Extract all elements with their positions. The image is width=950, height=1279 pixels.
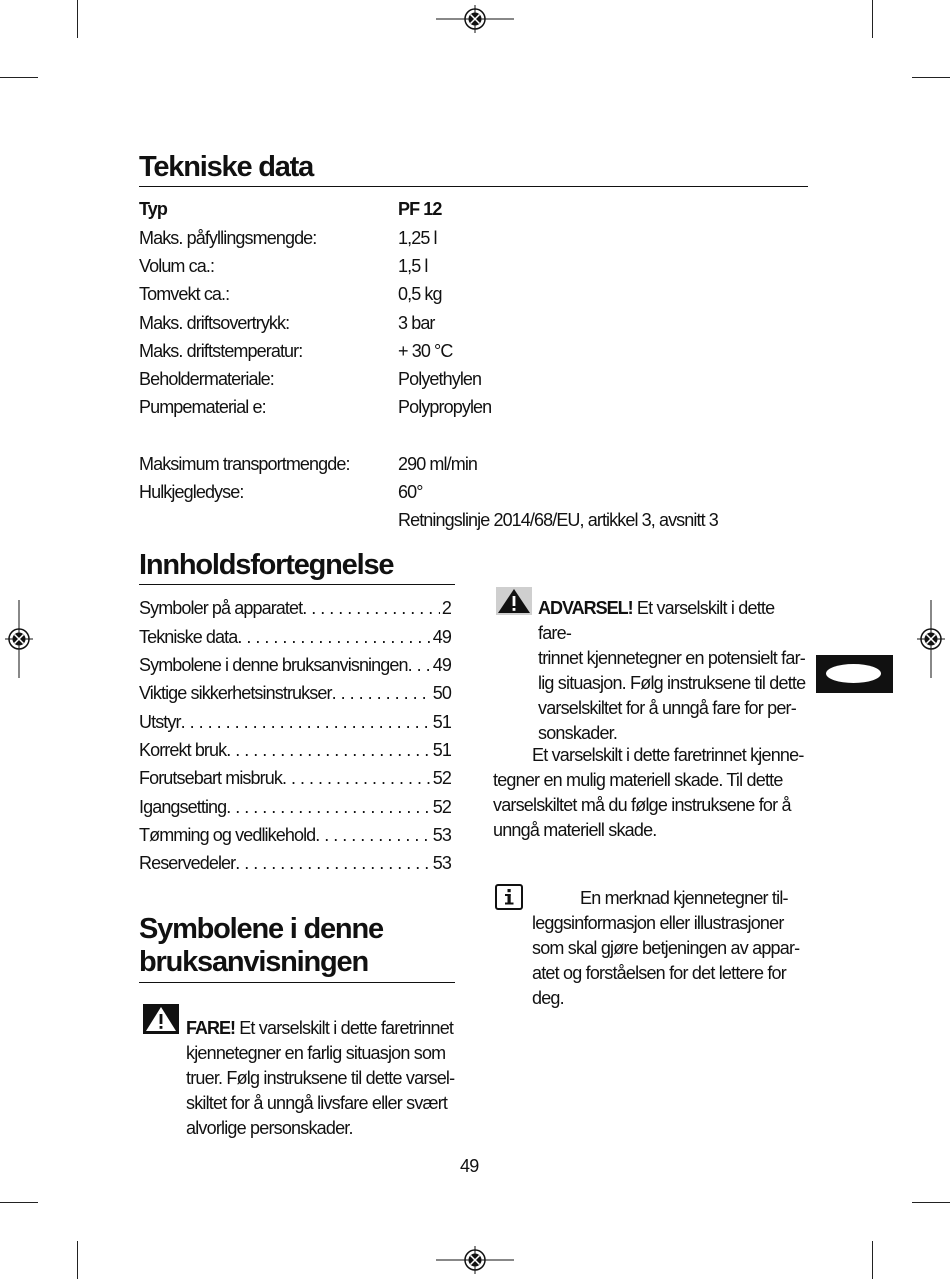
crop-mark [872, 1241, 873, 1279]
toc-item-title: Igangsetting [139, 797, 227, 817]
spec-label: Maks. driftstemperatur: [139, 341, 303, 361]
crop-mark [77, 0, 78, 38]
note-line: atet og forståelsen for det lettere for [532, 963, 786, 983]
toc-item-page: 53 [432, 825, 451, 845]
toc-leader [235, 853, 431, 881]
toc-leader [237, 627, 430, 655]
toc-item[interactable] [139, 655, 451, 683]
tech-title: Tekniske data [139, 151, 314, 183]
note-text [532, 886, 812, 1011]
spec-label: Hulkjegledyse: [139, 482, 244, 502]
spec-label: Pumpematerial e: [139, 397, 266, 417]
caution-line: Et varselskilt i dette faretrinnet kjenne- [532, 745, 804, 765]
toc-item-title: Viktige sikkerhetsinstrukser [139, 683, 332, 703]
toc-item-page: 51 [432, 712, 451, 732]
toc-item-title: Korrekt bruk [139, 740, 227, 760]
fare-line: skiltet for å unngå livsfare eller svært [186, 1093, 448, 1113]
toc-item[interactable] [139, 683, 451, 711]
fare-keyword: FARE! [186, 1018, 235, 1038]
toc-leader [408, 655, 431, 683]
advarsel-text [538, 596, 808, 746]
toc-item[interactable] [139, 797, 451, 825]
spec-row [139, 341, 799, 369]
crop-mark [912, 1202, 950, 1203]
advarsel-line: trinnet kjennetegner en potensielt far- [538, 648, 805, 668]
toc-item-title: Forutsebart misbruk [139, 768, 282, 788]
advarsel-line: lig situasjon. Følg instruksene til dette [538, 673, 806, 693]
spec-row [139, 482, 799, 510]
page-number: 49 [460, 1156, 479, 1176]
spec-row [139, 284, 799, 312]
spec-label: Tomvekt ca.: [139, 284, 230, 304]
toc-item-title: Symbolene i denne bruksanvisningen [139, 655, 408, 675]
spec-value: Retningslinje 2014/68/EU, artikkel 3, avsnitt 3 [398, 510, 718, 530]
toc-item[interactable] [139, 712, 451, 740]
fare-line: alvorlige personskader. [186, 1118, 353, 1138]
tech-title-rule [139, 186, 808, 187]
toc-item-page: 51 [432, 740, 451, 760]
caution-text [493, 743, 813, 843]
toc-item[interactable] [139, 627, 451, 655]
language-tab-marker [816, 655, 893, 693]
toc-item-page: 53 [432, 853, 451, 873]
registration-mark-icon [436, 1246, 514, 1274]
spec-value: + 30 °C [398, 341, 453, 361]
toc-item-title: Tekniske data [139, 627, 238, 647]
advarsel-line: Et varselskilt i dette fare- [538, 598, 775, 643]
toc-item-page: 49 [432, 655, 451, 675]
caution-line: varselskiltet må du følge instruksene for å [493, 795, 791, 815]
spec-row [139, 510, 799, 538]
caution-line: tegner en mulig materiell skade. Til dette [493, 770, 783, 790]
crop-mark [0, 77, 38, 78]
spec-row [139, 228, 799, 256]
toc-item-page: 52 [432, 768, 451, 788]
spec-value: Polyethylen [398, 369, 482, 389]
toc-item-page: 50 [432, 683, 451, 703]
info-icon [495, 884, 523, 910]
toc-leader [302, 598, 440, 626]
toc-leader [332, 683, 431, 711]
warning-icon [496, 587, 532, 615]
fare-text [186, 1016, 456, 1141]
toc-leader [181, 712, 431, 740]
spec-value: 3 bar [398, 313, 435, 333]
spec-label: Maks. påfyllingsmengde: [139, 228, 317, 248]
spec-value: PF 12 [398, 199, 442, 219]
crop-mark [77, 1241, 78, 1279]
symbols-title-line2: bruksanvisningen [139, 946, 368, 978]
registration-mark-icon [917, 600, 945, 678]
toc-item[interactable] [139, 825, 451, 853]
toc-item-page: 2 [441, 598, 451, 618]
toc-item-title: Symboler på apparatet [139, 598, 303, 618]
note-line: deg. [532, 988, 564, 1008]
spec-label: Typ [139, 199, 167, 219]
crop-mark [0, 1202, 38, 1203]
toc-item-title: Tømming og vedlikehold [139, 825, 316, 845]
toc-item-title: Utstyr [139, 712, 181, 732]
spec-row [139, 369, 799, 397]
toc-leader [226, 797, 430, 825]
advarsel-keyword: ADVARSEL! [538, 598, 633, 618]
toc-item-title: Reservedeler [139, 853, 236, 873]
spec-row [139, 313, 799, 341]
spec-row [139, 397, 799, 425]
toc-item[interactable] [139, 598, 451, 626]
toc-leader [282, 768, 431, 796]
note-line: En merknad kjennetegner til- [580, 888, 788, 908]
toc-item[interactable] [139, 768, 451, 796]
toc-title-rule [139, 584, 455, 585]
fare-line: kjennetegner en farlig situasjon som [186, 1043, 446, 1063]
symbols-title-line1: Symbolene i denne [139, 913, 383, 945]
toc-leader [226, 740, 431, 768]
spec-row [139, 256, 799, 284]
crop-mark [912, 77, 950, 78]
advarsel-line: varselskiltet for å unngå fare for per- [538, 698, 796, 718]
toc-item-page: 49 [432, 627, 451, 647]
spec-label: Beholdermateriale: [139, 369, 274, 389]
toc-item[interactable] [139, 853, 451, 881]
spec-value: 60° [398, 482, 423, 502]
note-line: leggsinformasjon eller illustrasjoner [532, 913, 784, 933]
danger-warning-icon [143, 1004, 179, 1034]
spec-row [139, 454, 799, 482]
spec-value: 0,5 kg [398, 284, 442, 304]
registration-mark-icon [436, 5, 514, 33]
symbols-title-rule [139, 982, 455, 983]
spec-value: 1,5 l [398, 256, 428, 276]
toc-title: Innholdsfortegnelse [139, 549, 394, 581]
spec-value: Polypropylen [398, 397, 492, 417]
spec-value: 1,25 l [398, 228, 437, 248]
fare-line: Et varselskilt i dette faretrinnet [239, 1018, 454, 1038]
spec-label: Maks. driftsovertrykk: [139, 313, 290, 333]
spec-value: 290 ml/min [398, 454, 478, 474]
toc-item-page: 52 [432, 797, 451, 817]
crop-mark [872, 0, 873, 38]
spec-label: Maksimum transportmengde: [139, 454, 350, 474]
toc-item[interactable] [139, 740, 451, 768]
spec-label: Volum ca.: [139, 256, 215, 276]
advarsel-line: sonskader. [538, 723, 618, 743]
spec-header-row [139, 199, 799, 227]
note-line: som skal gjøre betjeningen av appar- [532, 938, 800, 958]
registration-mark-icon [5, 600, 33, 678]
caution-line: unngå materiell skade. [493, 820, 657, 840]
fare-line: truer. Følg instruksene til dette varsel- [186, 1068, 455, 1088]
toc-leader [315, 825, 430, 853]
